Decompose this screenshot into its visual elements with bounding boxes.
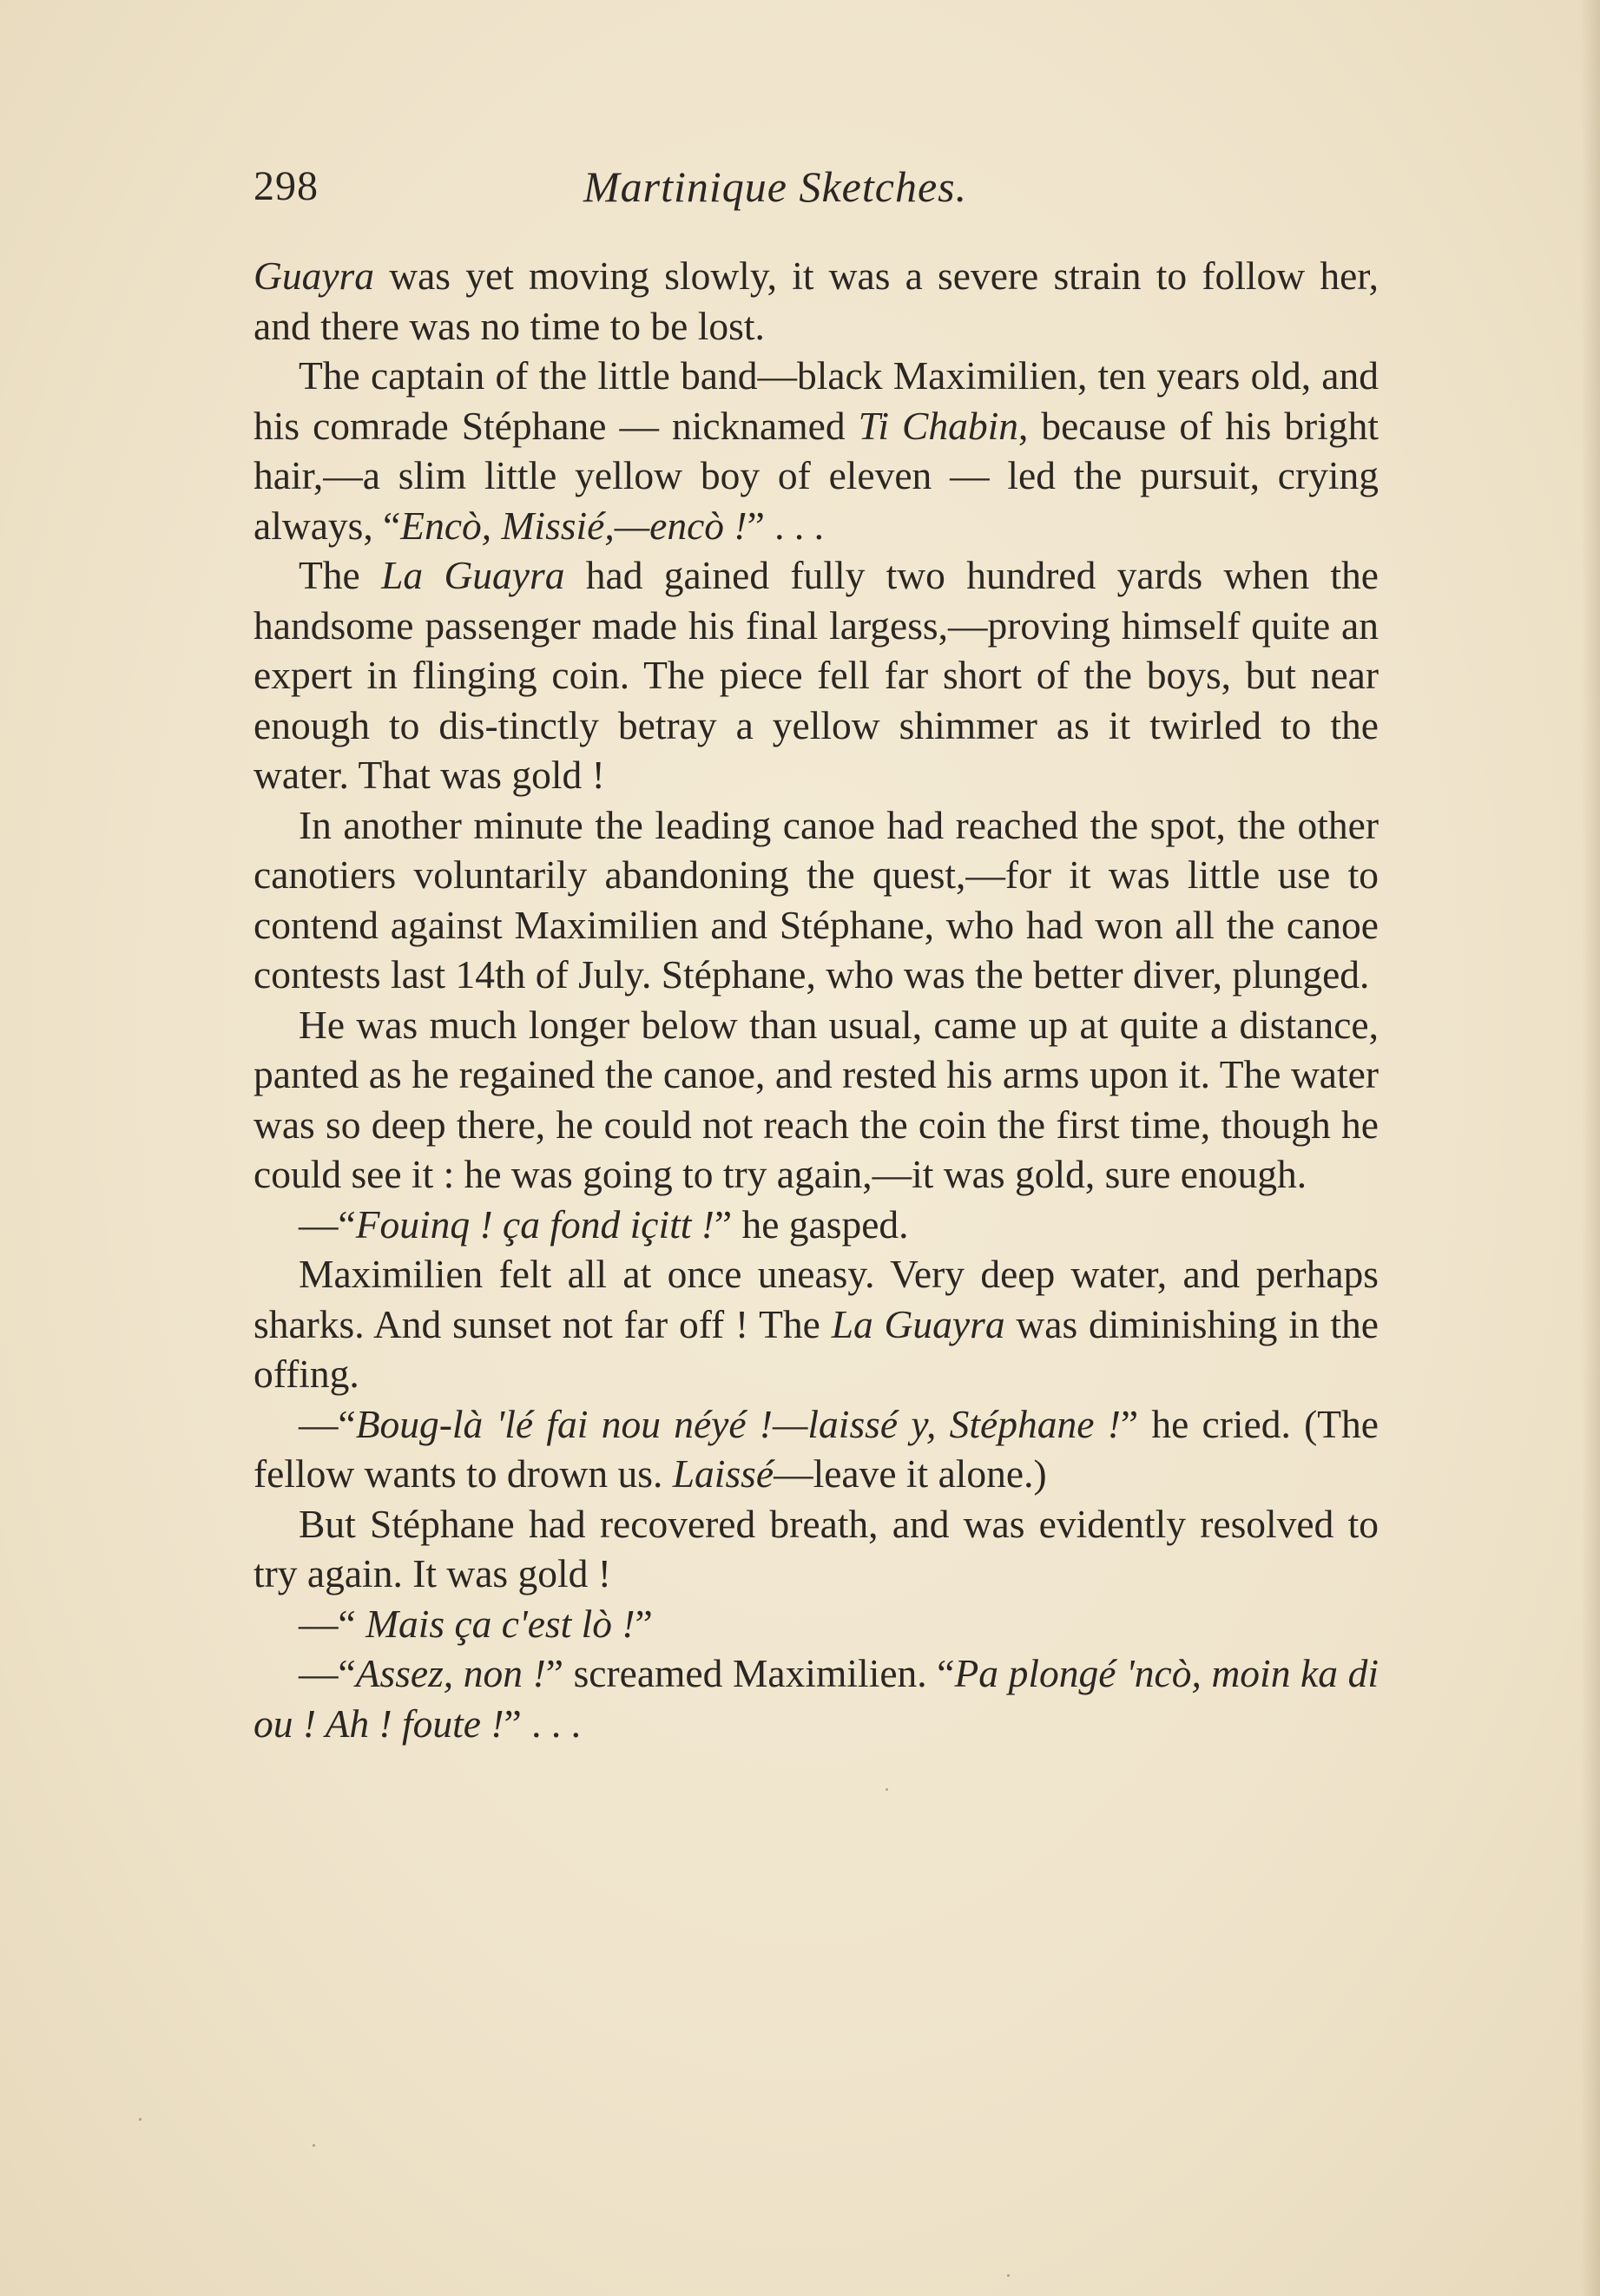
text-run: —“ <box>299 1401 356 1446</box>
italic-text: Laissé <box>672 1451 774 1496</box>
text-run: ” he gasped. <box>714 1201 909 1247</box>
paragraph-9 <box>253 1499 1379 1599</box>
paragraph-4 <box>253 800 1379 1000</box>
page-number: 298 <box>253 163 319 209</box>
text-run: Maximilien felt all at once uneasy. Very deep water, and perhaps sharks. And sunset not far off ! The <box>253 1252 1379 1346</box>
paragraph-5 <box>253 1000 1379 1200</box>
paragraph-1 <box>253 251 1379 351</box>
body-text <box>253 251 1379 1748</box>
page-header <box>253 156 1379 217</box>
text-run: In another minute the leading canoe had reached the spot, the other canotiers voluntarily abandoning the quest,—for it was little use to contend against Maximilien and Stéphane, who had won all the canoe contests last 14th of July. Stéphane, who was the better diver, plunged. <box>253 802 1379 997</box>
text-run: ” screamed Maximilien. “ <box>545 1651 955 1695</box>
text-run: But Stéphane had recovered breath, and was evidently resolved to try again. It was gold ! <box>253 1501 1379 1595</box>
paragraph-3 <box>253 550 1379 800</box>
italic-text: Ti Chabin <box>858 403 1018 448</box>
text-run: , because of his bright hair,—a slim little yellow boy of eleven — led the pursuit, crying always, “ <box>253 403 1379 548</box>
paper-speck <box>313 2144 315 2147</box>
text-run: ” . . . <box>747 503 825 548</box>
text-run: —leave it alone.) <box>774 1451 1047 1496</box>
paragraph-2 <box>253 351 1379 550</box>
paragraph-11 <box>253 1648 1379 1748</box>
paper-speck <box>1007 2274 1010 2277</box>
text-run: He was much longer below than usual, came up at quite a distance, panted as he regained the canoe, and rested his arms upon it. The water was so deep there, he could not reach the coin the first time, though he could see it : he was going to try again,—it was gold, sure enough. <box>253 1002 1379 1196</box>
italic-text: Assez, non ! <box>355 1651 546 1695</box>
italic-text: Encò, Missié,—encò ! <box>400 503 747 548</box>
page-edge-shadow <box>1581 0 1600 2296</box>
paper-speck <box>886 1788 888 1791</box>
text-run: —“ <box>299 1651 356 1695</box>
italic-text: Pa plongé 'ncò, moin ka di ou ! Ah ! foute ! <box>253 1651 1379 1746</box>
italic-text: La Guayra <box>381 553 565 597</box>
text-run: was diminishing in the offing. <box>253 1301 1379 1396</box>
text-run: The <box>299 553 382 597</box>
italic-text: Guayra <box>253 253 375 298</box>
italic-text: La Guayra <box>831 1301 1005 1346</box>
running-title: Martinique Sketches. <box>583 162 968 211</box>
text-run: was yet moving slowly, it was a severe strain to follow her, and there was no time to be lost. <box>253 253 1379 348</box>
italic-text: Mais ça c'est lò ! <box>365 1601 635 1646</box>
text-run: —“ <box>299 1601 366 1646</box>
text-run: ” he cried. (The fellow wants to drown us. <box>253 1401 1379 1496</box>
italic-text: Fouinq ! ça fond içitt ! <box>355 1201 714 1247</box>
paragraph-10 <box>253 1599 1379 1649</box>
paragraph-6 <box>253 1200 1379 1250</box>
paragraph-7 <box>253 1249 1379 1399</box>
paragraph-8 <box>253 1399 1379 1499</box>
text-run: The captain of the little band—black Maximilien, ten years old, and his comrade Stéphane — nicknamed <box>253 353 1379 448</box>
text-run: ” <box>635 1601 653 1646</box>
text-run: ” . . . <box>504 1701 581 1746</box>
paper-speck <box>139 2118 142 2121</box>
text-run: —“ <box>299 1201 356 1247</box>
text-run: had gained fully two hundred yards when the handsome passenger made his final largess,—proving himself quite an expert in flinging coin. The piece fell far short of the boys, but near enough to dis-tinctly betray a yellow shimmer as it twirled to the water. That was gold ! <box>253 553 1379 797</box>
italic-text: Boug-là 'lé fai nou néyé !—laissé y, Stéphane ! <box>355 1401 1121 1446</box>
